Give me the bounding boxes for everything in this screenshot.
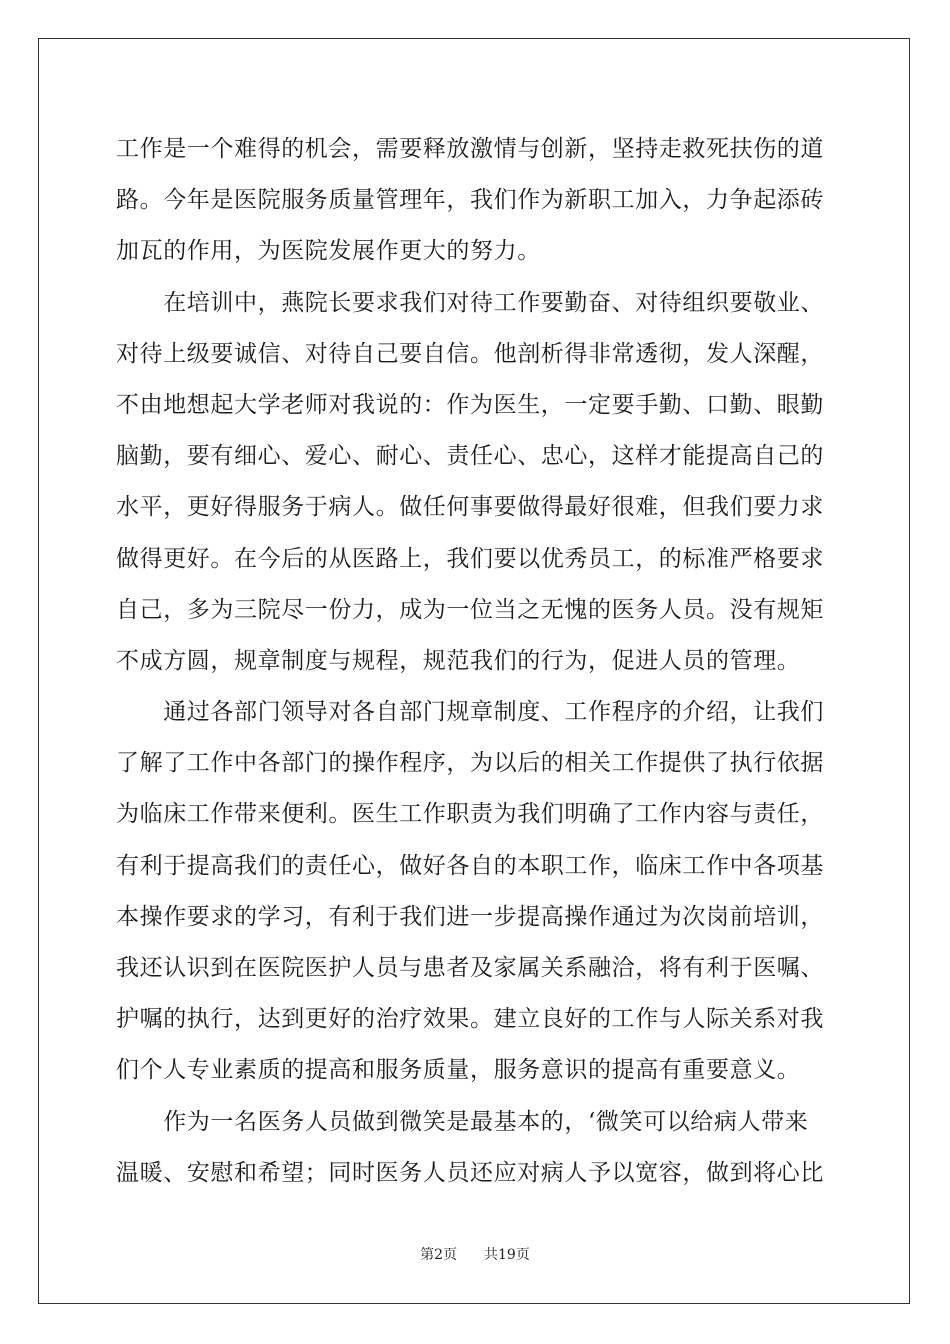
text-line: 我还认识到在医院医护人员与患者及家属关系融洽，将有利于医嘱、 — [116, 955, 824, 981]
text-line: 不由地想起大学老师对我说的：作为医生，一定要手勤、口勤、眼勤 — [116, 391, 824, 418]
total-pages: 共19页 — [484, 1247, 530, 1263]
text-line: 作为一名医务人员做到微笑是最基本的，‘微笑可以给病人带来 — [116, 1108, 809, 1135]
text-line: 们个人专业素质的提高和服务质量，服务意识的提高有重要意义。 — [116, 1057, 801, 1084]
text-line: 在培训中，燕院长要求我们对待工作要勤奋、对待组织要敬业、 — [116, 289, 824, 316]
text-line: 脑勤，要有细心、爱心、耐心、责任心、忠心，这样才能提高自己的 — [116, 443, 824, 470]
page-number: 第2页 — [420, 1247, 458, 1263]
text-line: 温暖、安慰和希望；同时医务人员还应对病人予以宽容，做到将心比 — [116, 1159, 824, 1186]
text-line: 为临床工作带来便利。医生工作职责为我们明确了工作内容与责任， — [116, 801, 824, 828]
text-line: 加瓦的作用，为医院发展作更大的努力。 — [116, 238, 541, 265]
text-line: 水平，更好得服务于病人。做任何事要做得最好很难，但我们要力求 — [116, 494, 824, 521]
text-line: 路。今年是医院服务质量管理年，我们作为新职工加入，力争起添砖 — [116, 187, 824, 214]
text-line: 不成方圆，规章制度与规程，规范我们的行为，促进人员的管理。 — [116, 647, 801, 674]
text-line: 了解了工作中各部门的操作程序，为以后的相关工作提供了执行依据 — [116, 750, 824, 777]
page-footer — [0, 1244, 950, 1264]
document-body — [116, 124, 836, 1199]
text-line: 本操作要求的学习，有利于我们进一步提高操作通过为次岗前培训， — [116, 903, 824, 930]
text-line: 工作是一个难得的机会，需要释放激情与创新，坚持走救死扶伤的道 — [116, 136, 824, 162]
text-line: 做得更好。在今后的从医路上，我们要以优秀员工，的标准严格要求 — [116, 545, 824, 572]
text-line: 自己，多为三院尽一份力，成为一位当之无愧的医务人员。没有规矩 — [116, 596, 824, 623]
text-line: 护嘱的执行，达到更好的治疗效果。建立良好的工作与人际关系对我 — [116, 1006, 824, 1033]
text-line: 通过各部门领导对各自部门规章制度、工作程序的介绍，让我们 — [116, 699, 824, 726]
text-line: 有利于提高我们的责任心，做好各自的本职工作，临床工作中各项基 — [116, 852, 824, 879]
text-line: 对待上级要诚信、对待自己要自信。他剖析得非常透彻，发人深醒， — [116, 340, 824, 367]
